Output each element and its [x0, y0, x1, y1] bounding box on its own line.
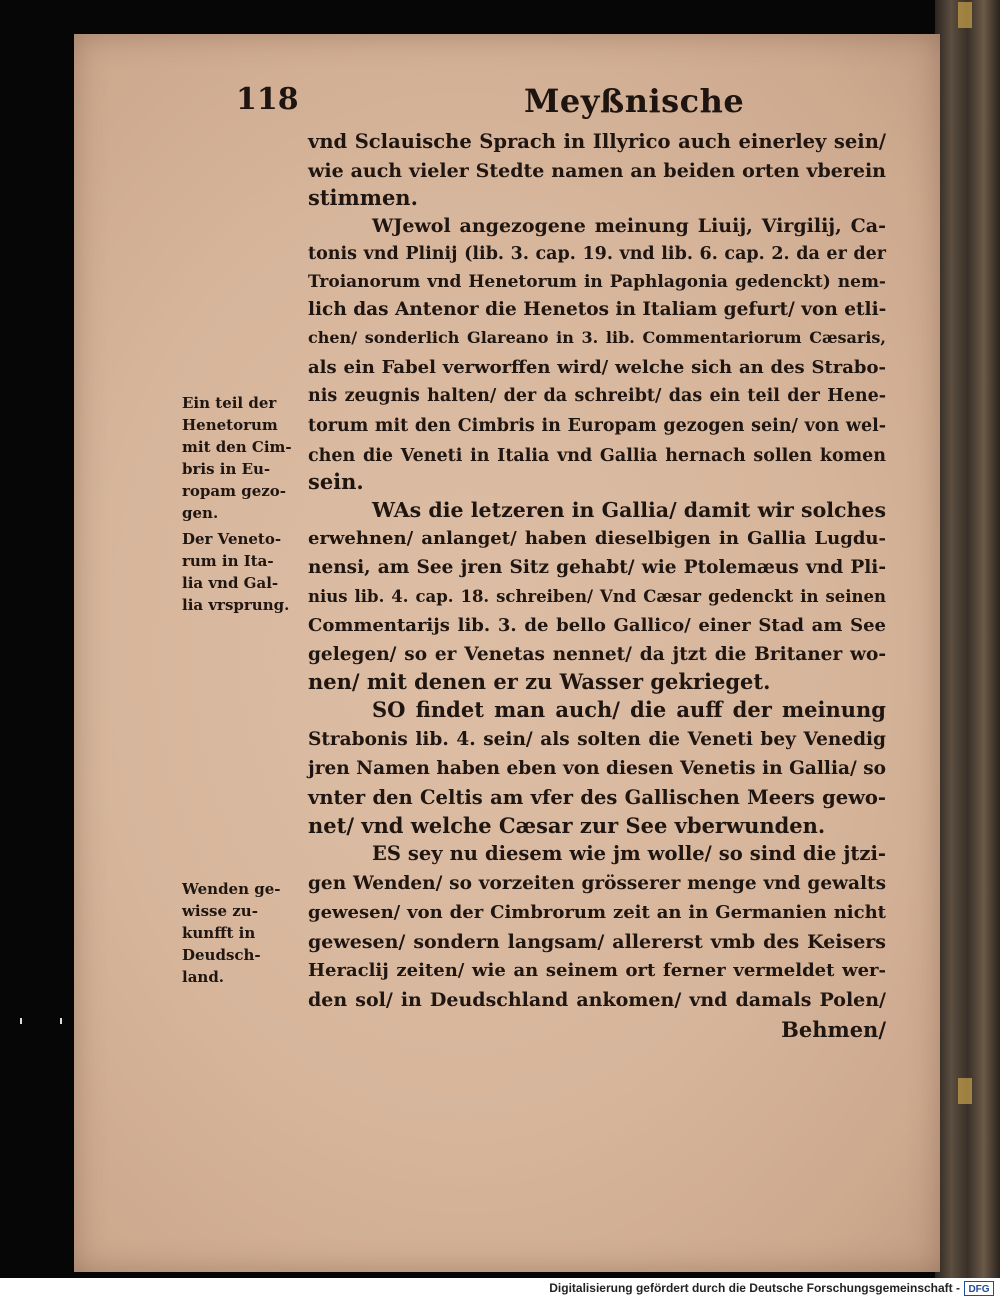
- text-line: SO findet man auch/ die auff der meinung: [372, 697, 886, 722]
- text-line: Troianorum vnd Henetorum in Paphlagonia gedenckt) nem-: [308, 272, 886, 292]
- text-line: torum mit den Cimbris in Europam gezogen sein/ von wel-: [308, 416, 886, 436]
- text-line: erwehnen/ anlanget/ haben dieselbigen in Gallia Lugdu-: [308, 528, 886, 549]
- text-line: net/ vnd welche Cæsar zur See vberwunden.: [308, 813, 826, 838]
- text-line: jren Namen haben eben von diesen Venetis in Gallia/ so: [308, 758, 886, 779]
- marginal-note: [182, 528, 304, 616]
- text-line: vnd Sclauische Sprach in Illyrico auch einerley sein/: [308, 130, 886, 153]
- text-line: gen Wenden/ so vorzeiten grösserer menge vnd gewalts: [308, 873, 886, 894]
- text-line: nius lib. 4. cap. 18. schreiben/ Vnd Cæsar gedenckt in seinen: [308, 587, 886, 606]
- marginal-note-line: kunfft in: [182, 924, 256, 942]
- digitization-footer: [0, 1278, 1000, 1299]
- marginal-note-line: bris in Eu-: [182, 460, 271, 478]
- text-line: ES sey nu diesem wie jm wolle/ so sind die jtzi-: [372, 842, 886, 865]
- funding-credit: Digitalisierung gefördert durch die Deutsche Forschungsgemeinschaft -: [549, 1281, 960, 1295]
- text-line: gewesen/ sondern langsam/ allererst vmb des Keisers: [308, 931, 886, 953]
- text-line: chen/ sonderlich Glareano in 3. lib. Commentariorum Cæsaris,: [308, 328, 886, 347]
- marginal-note-line: wisse zu-: [182, 902, 258, 920]
- text-line: WJewol angezogene meinung Liuij, Virgilij, Ca-: [372, 215, 886, 237]
- text-line: Commentarijs lib. 3. de bello Gallico/ einer Stad am See: [308, 615, 886, 636]
- text-line: lich das Antenor die Henetos in Italiam gefurt/ von etli-: [308, 299, 887, 320]
- marginal-note-line: lia vnd Gal-: [182, 574, 279, 592]
- text-line: tonis vnd Plinij (lib. 3. cap. 19. vnd lib. 6. cap. 2. da er der: [308, 244, 886, 264]
- text-line: WAs die letzeren in Gallia/ damit wir solches: [372, 498, 886, 522]
- text-line: sein.: [308, 469, 364, 494]
- marginal-note-line: mit den Cim-: [182, 438, 292, 456]
- text-line: nen/ mit denen er zu Wasser gekrieget.: [308, 669, 771, 694]
- marginal-note-line: Wenden ge-: [182, 880, 281, 898]
- edge-mark: [958, 1078, 972, 1104]
- catchword: Behmen/: [781, 1017, 886, 1042]
- text-line: chen die Veneti in Italia vnd Gallia hernach sollen komen: [308, 446, 886, 466]
- text-line: gewesen/ von der Cimbrorum zeit an in Germanien nicht: [308, 902, 886, 923]
- marginal-note-line: gen.: [182, 504, 219, 522]
- text-line: vnter den Celtis am vfer des Gallischen Meers gewo-: [308, 786, 886, 809]
- marginal-note-line: Henetorum: [182, 416, 278, 434]
- marginal-note-line: lia vrsprung.: [182, 596, 290, 614]
- text-line: Strabonis lib. 4. sein/ als solten die Veneti bey Venedig: [308, 729, 886, 750]
- text-line: wie auch vieler Stedte namen an beiden orten vberein: [308, 160, 886, 182]
- text-line: nis zeugnis halten/ der da schreibt/ das ein teil der Hene-: [308, 386, 886, 406]
- running-head: Meyßnische: [524, 82, 745, 120]
- marginal-note: [182, 878, 304, 988]
- text-line: den sol/ in Deudschland ankomen/ vnd damals Polen/: [308, 989, 886, 1011]
- marginal-note-line: Deudsch-: [182, 946, 261, 964]
- marginal-note: [182, 392, 304, 524]
- page-number: 118: [236, 82, 299, 117]
- marginal-note-line: land.: [182, 968, 225, 986]
- scan-tick: [20, 1018, 22, 1024]
- text-line: stimmen.: [308, 185, 418, 210]
- marginal-note-line: Der Veneto-: [182, 530, 282, 548]
- marginal-note-line: Ein teil der: [182, 394, 277, 412]
- text-line: gelegen/ so er Venetas nennet/ da jtzt die Britaner wo-: [308, 644, 886, 665]
- text-line: nensi, am See jren Sitz gehabt/ wie Ptolemæus vnd Pli-: [308, 557, 886, 578]
- marginal-note-line: rum in Ita-: [182, 552, 274, 570]
- marginal-note-line: ropam gezo-: [182, 482, 286, 500]
- dfg-logo: DFG: [964, 1281, 994, 1296]
- edge-mark: [958, 2, 972, 28]
- text-line: Heraclij zeiten/ wie an seinem ort ferner vermeldet wer-: [308, 960, 886, 981]
- text-line: als ein Fabel verworffen wird/ welche sich an des Strabo-: [308, 357, 886, 378]
- scan-tick: [60, 1018, 62, 1024]
